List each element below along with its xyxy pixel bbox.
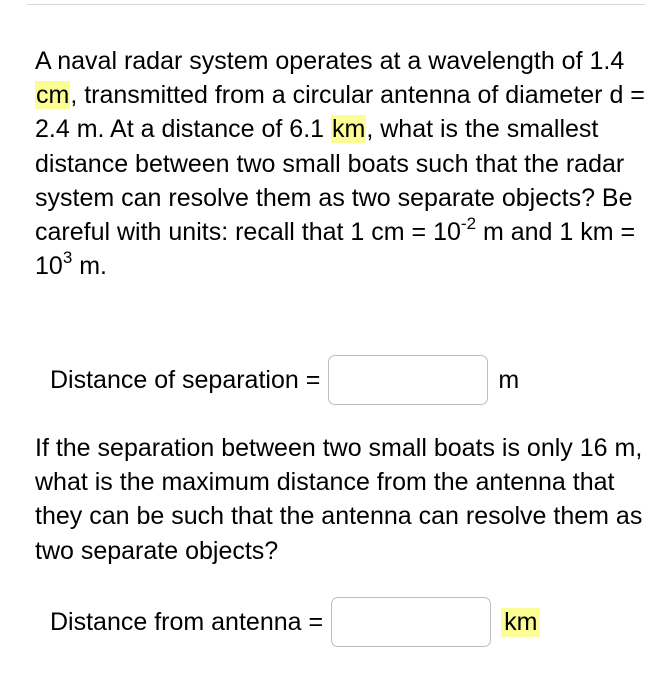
question-part-1 <box>35 44 645 283</box>
question-text-3: , what is the smallest distance between two small boats such that the radar system can resolve them as two separate objects? Be careful with units: recall that 1 cm = 10 <box>35 115 633 247</box>
exponent-km: 3 <box>62 247 73 267</box>
question-text-5: m. <box>72 252 107 281</box>
answer-row-separation <box>50 355 519 405</box>
separation-label: Distance of separation = <box>50 365 321 394</box>
question-text-2: , transmitted from a circular antenna of diameter d = 2.4 m. At a distance of 6.1 <box>35 81 645 144</box>
distance-unit: km <box>501 608 540 637</box>
question-text-4: m and 1 km = 10 <box>35 218 636 281</box>
unit-highlight-cm: cm <box>36 81 70 110</box>
answer-row-distance <box>50 597 540 647</box>
question-part-2: If the separation between two small boats is only 16 m, what is the maximum distance from the antenna that they can be such that the antenna can resolve them as two separate objects? <box>35 434 643 565</box>
unit-highlight-km: km <box>332 115 366 144</box>
separation-unit: m <box>498 365 520 394</box>
exponent-cm: -2 <box>460 213 477 233</box>
question-text-1: A naval radar system operates at a wavelength of 1.4 <box>35 47 625 75</box>
distance-input[interactable] <box>331 597 491 647</box>
separation-input[interactable] <box>328 355 488 405</box>
distance-label: Distance from antenna = <box>50 607 324 636</box>
top-divider <box>27 4 645 5</box>
